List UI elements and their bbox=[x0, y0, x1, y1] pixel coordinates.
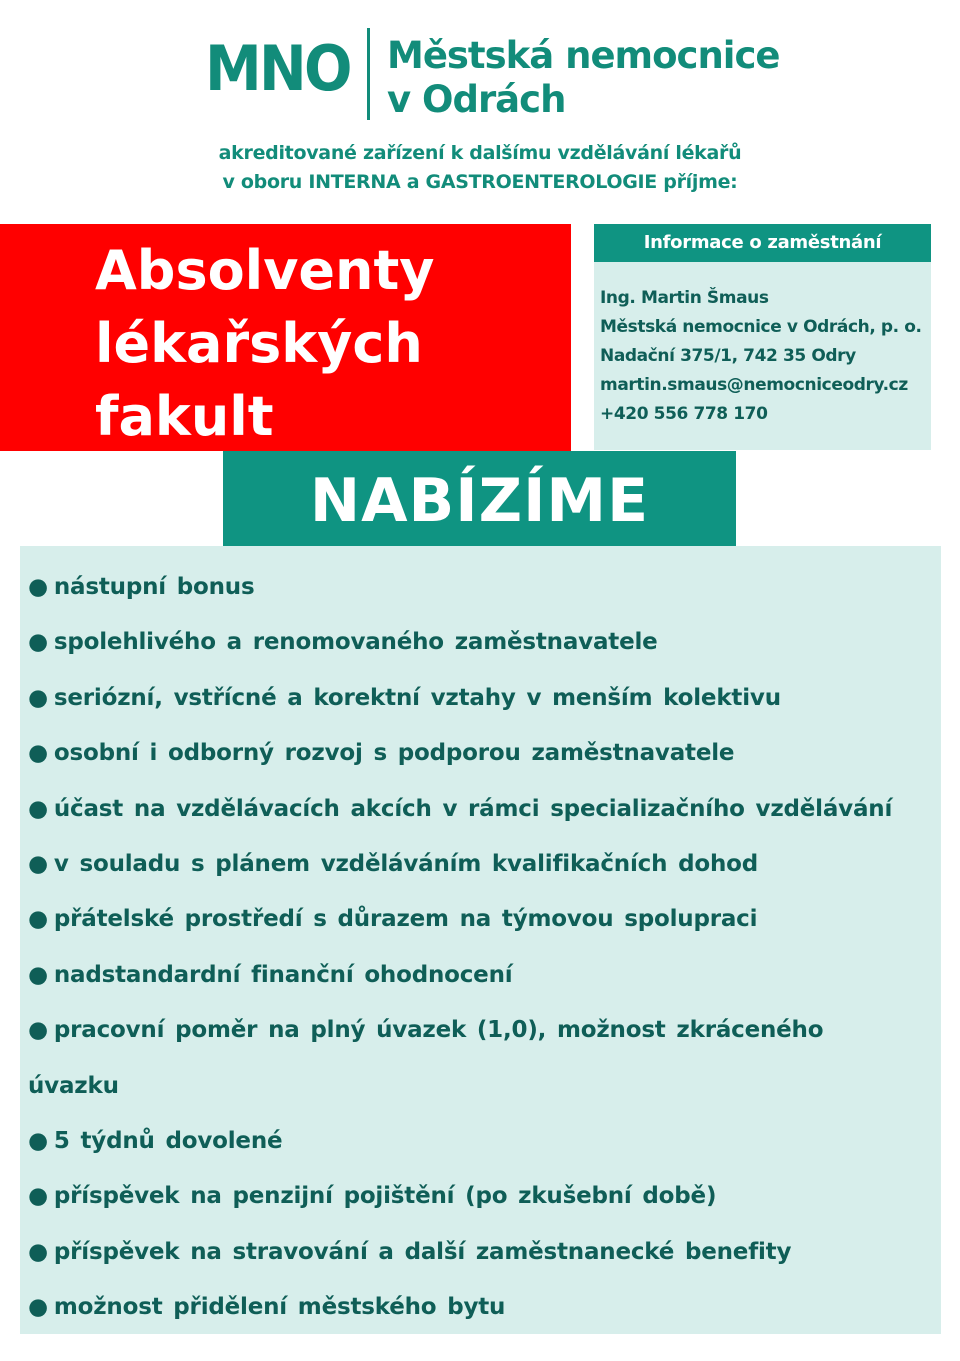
contact-address: Nadační 375/1, 742 35 Odry bbox=[600, 346, 856, 366]
hospital-name-line1: Městská nemocnice bbox=[387, 34, 780, 77]
bullet-icon: ● bbox=[28, 684, 48, 711]
benefit-text: příspěvek na stravování a další zaměstnanecké benefity bbox=[53, 1238, 792, 1265]
headline-line1: Absolventy bbox=[95, 239, 435, 302]
benefit-text: spolehlivého a renomovaného zaměstnavatele bbox=[53, 629, 658, 656]
benefit-text: 5 týdnů dovolené bbox=[53, 1128, 283, 1155]
bullet-icon: ● bbox=[28, 961, 48, 988]
contact-phone[interactable]: +420 556 778 170 bbox=[600, 404, 768, 424]
benefit-text: příspěvek na penzijní pojištění (po zkušební době) bbox=[53, 1183, 717, 1210]
headline-line3: fakult bbox=[95, 385, 274, 448]
benefit-item bbox=[28, 1059, 933, 1114]
benefit-item bbox=[28, 560, 933, 615]
benefit-item bbox=[28, 671, 933, 726]
contact-details bbox=[594, 262, 931, 429]
benefit-item bbox=[28, 1280, 933, 1335]
employment-info-box bbox=[594, 224, 931, 450]
benefit-item bbox=[28, 615, 933, 670]
benefit-item bbox=[28, 837, 933, 892]
logo-divider bbox=[367, 28, 370, 120]
benefit-text: úvazku bbox=[28, 1072, 119, 1099]
benefit-text: osobní i odborný rozvoj s podporou zaměstnavatele bbox=[53, 740, 735, 767]
headline-block bbox=[0, 224, 571, 451]
offer-title: NABÍZÍME bbox=[223, 451, 736, 547]
bullet-icon: ● bbox=[28, 1128, 48, 1155]
logo-abbreviation: MNO bbox=[205, 32, 350, 105]
tagline-line2: v oboru INTERNA a GASTROENTEROLOGIE příjme: bbox=[222, 171, 738, 193]
employment-info-title: Informace o zaměstnání bbox=[594, 224, 931, 262]
benefit-text: možnost přidělení městského bytu bbox=[53, 1294, 506, 1321]
benefit-text: nástupní bonus bbox=[53, 574, 255, 600]
benefit-item bbox=[28, 726, 933, 781]
benefit-text: v souladu s plánem vzděláváním kvalifikačních dohod bbox=[53, 851, 758, 878]
hospital-name-line2: v Odrách bbox=[387, 78, 566, 121]
benefit-text: pracovní poměr na plný úvazek (1,0), možnost zkráceného bbox=[53, 1017, 824, 1044]
benefit-item bbox=[28, 948, 933, 1003]
bullet-icon: ● bbox=[28, 629, 48, 656]
benefit-item bbox=[28, 1003, 933, 1058]
benefit-item bbox=[28, 1114, 933, 1169]
bullet-icon: ● bbox=[28, 1183, 48, 1210]
bullet-icon: ● bbox=[28, 574, 48, 600]
benefit-item bbox=[28, 1169, 933, 1224]
benefit-item bbox=[28, 1225, 933, 1280]
bullet-icon: ● bbox=[28, 851, 48, 878]
bullet-icon: ● bbox=[28, 795, 48, 822]
benefit-text: seriózní, vstřícné a korektní vztahy v menším kolektivu bbox=[53, 684, 781, 711]
bullet-icon: ● bbox=[28, 1238, 48, 1265]
bullet-icon: ● bbox=[28, 906, 48, 933]
benefit-item bbox=[28, 892, 933, 947]
contact-email[interactable]: martin.smaus@nemocniceodry.cz bbox=[600, 375, 908, 395]
benefits-box bbox=[20, 546, 941, 1334]
bullet-icon: ● bbox=[28, 1294, 48, 1321]
bullet-icon: ● bbox=[28, 1017, 48, 1044]
benefit-text: účast na vzdělávacích akcích v rámci specializačního vzdělávání bbox=[53, 795, 893, 822]
headline-line2: lékařských bbox=[95, 312, 423, 375]
benefit-item bbox=[28, 782, 933, 837]
hospital-name bbox=[387, 34, 780, 122]
headline-title bbox=[95, 234, 434, 453]
contact-organization: Městská nemocnice v Odrách, p. o. bbox=[600, 317, 922, 337]
benefit-text: přátelské prostředí s důrazem na týmovou spolupraci bbox=[53, 906, 758, 933]
bullet-icon: ● bbox=[28, 740, 48, 767]
benefits-list bbox=[28, 560, 933, 1336]
tagline-line1: akreditované zařízení k dalšímu vzdělávání lékařů bbox=[218, 142, 742, 164]
contact-name: Ing. Martin Šmaus bbox=[600, 288, 769, 308]
benefit-text: nadstandardní finanční ohodnocení bbox=[53, 961, 513, 988]
